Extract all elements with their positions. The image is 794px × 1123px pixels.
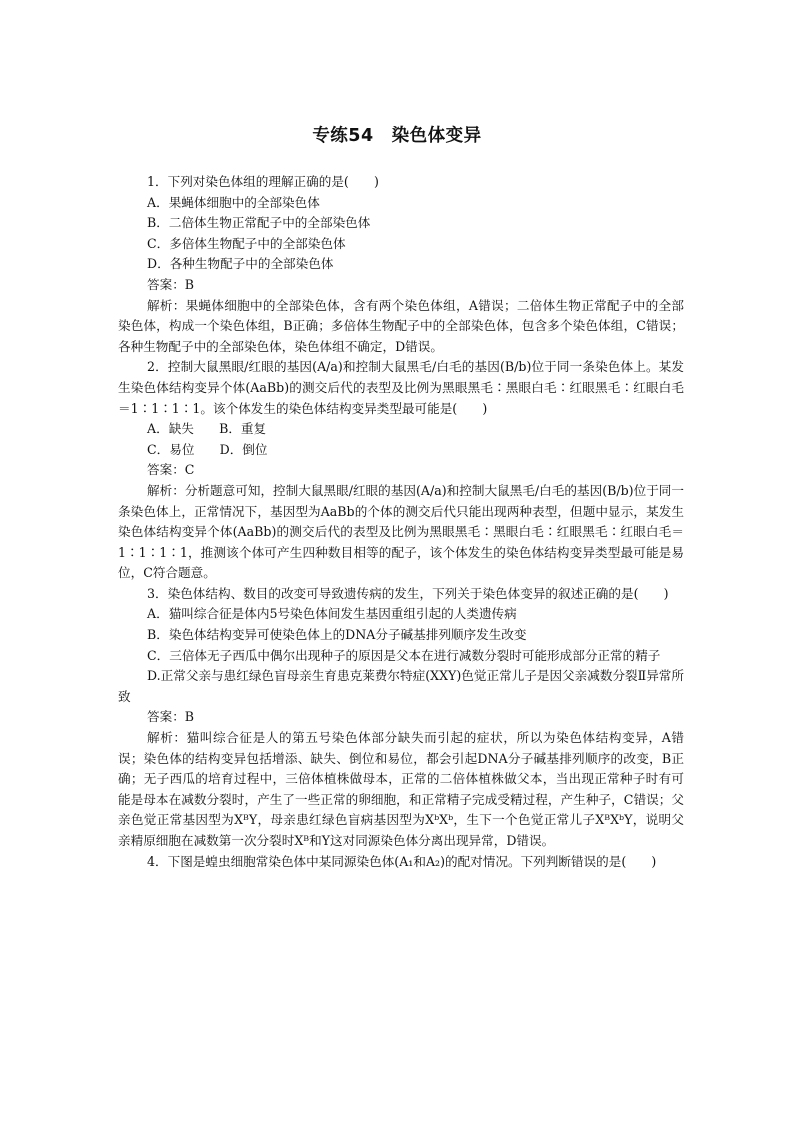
paragraph-q2: 2．控制大鼠黑眼/红眼的基因(A/a)和控制大鼠黑毛/白毛的基因(B/b)位于同一条染色体上。某发生染色体结构变异个体(AaBb)的测交后代的表型及比例为黑眼黑毛∶黑眼白毛∶红眼黑毛∶红眼白毛＝1∶1∶1∶1。该个体发生的染色体结构变异类型最可能是( ) [118, 359, 684, 416]
paragraph-q3-b: B．染色体结构变异可使染色体上的DNA分子碱基排列顺序发生改变 [147, 627, 527, 643]
paragraph-q3-c: C．三倍体无子西瓜中偶尔出现种子的原因是父本在进行减数分裂时可能形成部分正常的精子 [147, 647, 661, 663]
paragraph-q3-d: D.正常父亲与患红绿色盲母亲生育患克莱费尔特症(XXY)色觉正常儿子是因父亲减数分裂Ⅱ异常所致 [118, 668, 684, 704]
paragraph-q1-b: B．二倍体生物正常配子中的全部染色体 [147, 215, 371, 231]
paragraph-q1-answer: 答案：B [147, 276, 195, 292]
paragraph-q3-answer: 答案：B [147, 709, 195, 725]
paragraph-q1-d: D．各种生物配子中的全部染色体 [147, 256, 334, 272]
paragraph-q2-cd: C．易位 D．倒位 [147, 441, 268, 457]
paragraph-q1: 1．下列对染色体组的理解正确的是( ) [147, 174, 379, 189]
paragraph-q3: 3．染色体结构、数目的改变可导致遗传病的发生，下列关于染色体变异的叙述正确的是( ) [147, 585, 669, 601]
paragraph-q1-c: C．多倍体生物配子中的全部染色体 [147, 235, 346, 251]
document-body [118, 172, 684, 872]
paragraph-q2-answer: 答案：C [147, 462, 195, 478]
paragraph-q4: 4．下图是蝗虫细胞常染色体中某同源染色体(A₁和A₂)的配对情况。下列判断错误的是( ) [147, 853, 657, 869]
paragraph-q2-ab: A．缺失 B．重复 [147, 421, 267, 437]
paragraph-q3-explain: 解析：猫叫综合征是人的第五号染色体部分缺失而引起的症状，所以为染色体结构变异，A错误；染色体的结构变异包括增添、缺失、倒位和易位，都会引起DNA分子碱基排列顺序的改变，B正确；无子西瓜的培育过程中，三倍体植株做母本，正常的二倍体植株做父本，当出现正常种子时有可能是母本在减数分裂时，产生了一些正常的卵细胞，和正常精子完成受精过程，产生种子，C错误；父亲色觉正常基因型为XᴮY，母亲患红绿色盲病基因型为XᵇXᵇ，生下一个色觉正常儿子XᴮXᵇY，说明父亲精原细胞在减数第一次分裂时Xᴮ和Y这对同源染色体分离出现异常，D错误。 [118, 730, 684, 848]
paragraph-q3-a: A．猫叫综合征是体内5号染色体间发生基因重组引起的人类遗传病 [147, 606, 517, 622]
paragraph-q1-explain: 解析：果蝇体细胞中的全部染色体，含有两个染色体组，A错误；二倍体生物正常配子中的全部染色体，构成一个染色体组，B正确；多倍体生物配子中的全部染色体，包含多个染色体组，C错误；各种生物配子中的全部染色体，染色体组不确定，D错误。 [118, 297, 684, 354]
paragraph-q1-a: A．果蝇体细胞中的全部染色体 [147, 194, 320, 210]
document-title: 专练54 染色体变异 [312, 126, 482, 146]
paragraph-q2-explain: 解析：分析题意可知，控制大鼠黑眼/红眼的基因(A/a)和控制大鼠黑毛/白毛的基因(B/b)位于同一条染色体上，正常情况下，基因型为AaBb的个体的测交后代只能出现两种表型，但题中显示，某发生染色体结构变异个体(AaBb)的测交后代的表型及比例为黑眼黑毛∶黑眼白毛∶红眼黑毛∶红眼白毛＝1∶1∶1∶1，推测该个体可产生四种数目相等的配子，该个体发生的染色体结构变异类型最可能是易位，C符合题意。 [118, 482, 684, 581]
